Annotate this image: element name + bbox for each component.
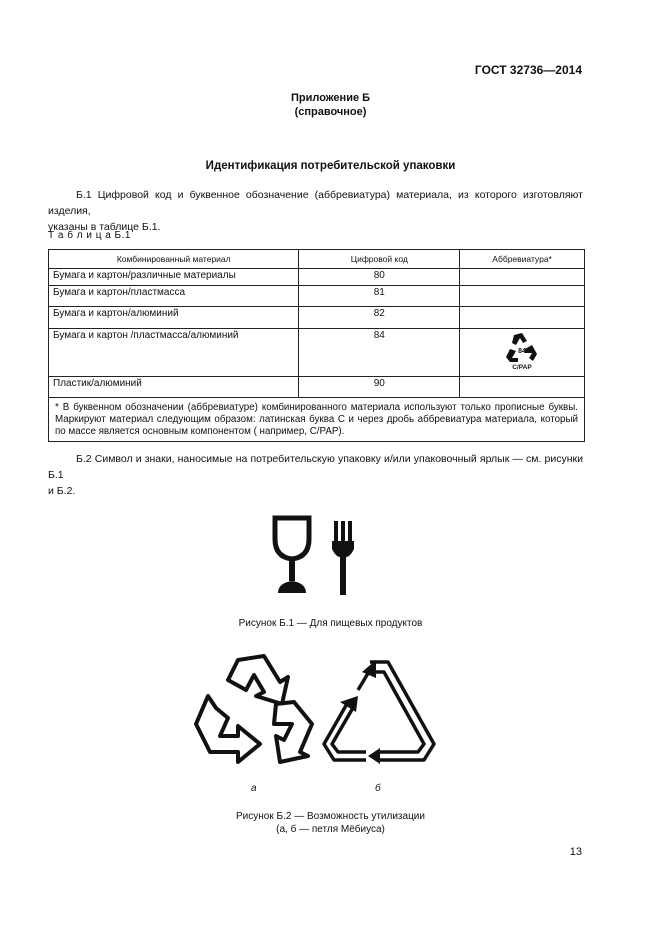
cell-material: Бумага и картон /пластмасса/алюминий xyxy=(49,329,299,377)
figure-b2-caption xyxy=(0,810,661,836)
figure-b2-caption-line-1: Рисунок Б.2 — Возможность утилизации xyxy=(236,811,425,822)
paragraph-b2-line-1: Б.2 Символ и знаки, наносимые на потребительскую упаковку и/или упаковочный ярлык — см. рисунки Б.1 xyxy=(48,453,583,481)
figure-b2-label-a: а xyxy=(251,783,257,794)
symbol-label: C/PAP xyxy=(512,364,532,371)
cell-abbreviation xyxy=(460,329,585,377)
table-footnote: * В буквенном обозначении (аббревиатуре) комбинированного материала используют только прописные буквы. Маркируют материал следующим образом: латинская буква С и через дробь аббревиатура материала, который по массе является основным компонентом ( например, С/PAP). xyxy=(49,398,585,442)
cell-code: 90 xyxy=(299,377,460,398)
table-caption: Т а б л и ц а Б.1 xyxy=(48,230,131,241)
table-header-row xyxy=(49,250,585,269)
table-row xyxy=(49,329,585,377)
symbol-code: 84 xyxy=(518,348,526,355)
cell-material: Бумага и картон/пластмасса xyxy=(49,286,299,307)
paragraph-b1 xyxy=(48,187,583,235)
paragraph-b2 xyxy=(48,451,583,499)
figure-b2-label-b: б xyxy=(375,783,381,794)
recycling-code-84-icon xyxy=(500,331,544,371)
cell-abbreviation xyxy=(460,377,585,398)
cell-abbreviation xyxy=(460,307,585,329)
table-row xyxy=(49,307,585,329)
appendix-heading xyxy=(0,91,661,119)
cell-code: 80 xyxy=(299,269,460,286)
paragraph-b1-line-2: указаны в таблице Б.1. xyxy=(48,221,161,233)
figure-b2-caption-line-2: (а, б — петля Мёбиуса) xyxy=(276,824,385,835)
header-material: Комбинированный материал xyxy=(49,250,299,269)
mobius-loop-icon xyxy=(318,652,440,770)
page-number: 13 xyxy=(569,846,582,858)
cell-material: Бумага и картон/алюминий xyxy=(49,307,299,329)
table-row xyxy=(49,377,585,398)
cell-code: 82 xyxy=(299,307,460,329)
section-title: Идентификация потребительской упаковки xyxy=(205,160,456,172)
cell-abbreviation xyxy=(460,269,585,286)
food-safe-glass-fork-icon xyxy=(270,515,360,597)
header-abbreviation: Аббревиатура* xyxy=(460,250,585,269)
paragraph-b2-line-2: и Б.2. xyxy=(48,485,76,497)
cell-material: Бумага и картон/различные материалы xyxy=(49,269,299,286)
cell-code: 84 xyxy=(299,329,460,377)
table-footnote-row xyxy=(49,398,585,442)
cell-code: 81 xyxy=(299,286,460,307)
paragraph-b1-line-1: Б.1 Цифровой код и буквенное обозначение (аббревиатура) материала, из которого изготовляют изделия, xyxy=(48,189,583,217)
cell-material: Пластик/алюминий xyxy=(49,377,299,398)
materials-table xyxy=(48,249,585,442)
appendix-subtitle: (справочное) xyxy=(294,106,367,118)
appendix-title: Приложение Б xyxy=(290,92,371,104)
figure-b1-caption: Рисунок Б.1 — Для пищевых продуктов xyxy=(238,618,423,629)
table-row xyxy=(49,286,585,307)
cell-abbreviation xyxy=(460,286,585,307)
document-id: ГОСТ 32736—2014 xyxy=(474,63,582,77)
recycling-arrows-icon xyxy=(190,652,320,770)
table-row xyxy=(49,269,585,286)
header-code: Цифровой код xyxy=(299,250,460,269)
